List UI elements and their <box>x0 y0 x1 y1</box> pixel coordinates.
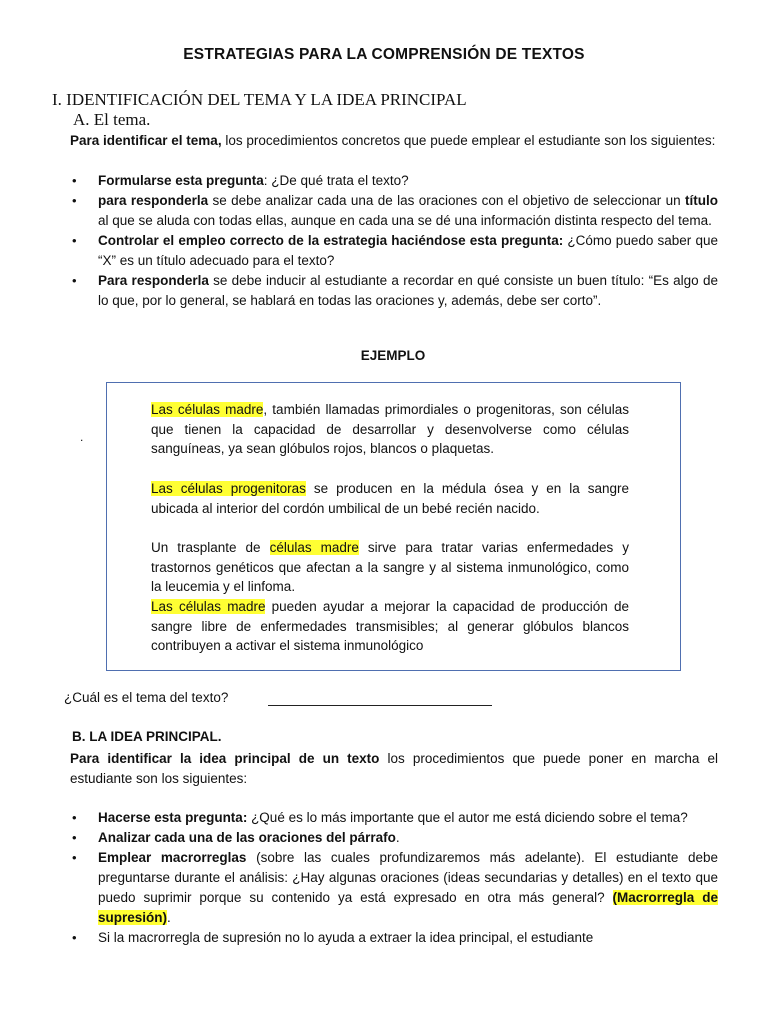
intro-paragraph-idea: Para identificar la idea principal de un texto los procedimientos que puede poner en marcha el estudiante son los siguientes: <box>70 751 718 786</box>
list-item: • Para responderla se debe inducir al estudiante a recordar en qué consiste un buen título: “Es algo de lo que, por lo general, se hablará en todas las oraciones y, además, debe ser corto”. <box>72 273 718 308</box>
list-item: • Controlar el empleo correcto de la estrategia haciéndose esta pregunta: ¿Cómo puedo saber que “X” es un título adecuado para el texto? <box>72 233 718 268</box>
highlight: Las células madre <box>151 599 266 614</box>
list-item: • Formularse esta pregunta: ¿De qué trata el texto? <box>70 171 718 191</box>
bullet-icon: • <box>72 193 77 208</box>
list-item: • Analizar cada una de las oraciones del párrafo. <box>70 828 718 848</box>
example-paragraph-4: Las células madre pueden ayudar a mejorar la capacidad de producción de sangre libre de enfermedades transmisibles; al generar glóbulos blancos contribuyen a activar el sistema inmunológico <box>151 599 630 653</box>
bullet-icon: • <box>72 273 77 288</box>
bullet-list-tema <box>70 171 718 311</box>
list-item: • Hacerse esta pregunta: ¿Qué es lo más importante que el autor me está diciendo sobre el tema? <box>70 808 718 828</box>
intro-text: los procedimientos concretos que puede emplear el estudiante son los siguientes: <box>221 133 716 148</box>
bullet-icon: • <box>72 930 77 945</box>
bullet-icon: • <box>72 830 77 845</box>
example-paragraph-2: Las células progenitoras se producen en la médula ósea y en la sangre ubicada al interior del cordón umbilical de un bebé recién nacido. <box>151 481 630 516</box>
stray-dot: . <box>80 430 84 444</box>
intro-paragraph-tema <box>70 131 718 151</box>
bullet-icon: • <box>72 850 77 865</box>
bullet-list-idea <box>70 808 718 948</box>
intro-bold: Para identificar el tema, <box>70 133 222 148</box>
document-title: ESTRATEGIAS PARA LA COMPRENSIÓN DE TEXTOS <box>183 46 585 63</box>
subsection-heading-idea-principal: B. LA IDEA PRINCIPAL. <box>72 729 222 744</box>
section-heading-identificacion: I. IDENTIFICACIÓN DEL TEMA Y LA IDEA PRINCIPAL <box>52 90 467 109</box>
list-item: • Emplear macrorreglas (sobre las cuales profundizaremos más adelante). El estudiante debe preguntarse durante el análisis: ¿Hay algunas oraciones (ideas secundarias y detalles) en el texto que puedo suprimir porque su contenido ya está expresado en otra más general? (Macrorregla de supresión). <box>72 850 719 925</box>
example-paragraph-3: Un trasplante de células madre sirve para tratar varias enfermedades y trastornos genéticos que afectan a la sangre y al sistema inmunológico, como la leucemia y el linfoma. <box>151 540 629 594</box>
answer-blank-line <box>268 705 492 706</box>
highlight: (Macrorregla de supresión) <box>98 890 718 925</box>
example-heading: EJEMPLO <box>360 348 426 363</box>
question-text: ¿Cuál es el tema del texto? <box>64 690 229 705</box>
highlight: Las células madre <box>151 402 264 417</box>
bullet-icon: • <box>72 173 77 188</box>
bullet-icon: • <box>72 810 77 825</box>
subsection-heading-tema: A. El tema. <box>73 110 151 129</box>
highlight: Las células progenitoras <box>151 481 306 496</box>
list-item: • Si la macrorregla de supresión no lo ayuda a extraer la idea principal, el estudiante <box>70 928 718 948</box>
bullet-icon: • <box>72 233 77 248</box>
example-paragraph-1: Las células madre, también llamadas primordiales o progenitoras, son células que tienen la capacidad de desarrollar y desenvolverse como células sanguíneas, ya sean glóbulos rojos, blancos o plaquetas. <box>151 402 629 456</box>
list-item: • para responderla se debe analizar cada una de las oraciones con el objetivo de seleccionar un título al que se aluda con todas ellas, aunque en cada una se dé una información distinta respecto del tema. <box>72 193 719 228</box>
highlight: células madre <box>269 540 359 555</box>
